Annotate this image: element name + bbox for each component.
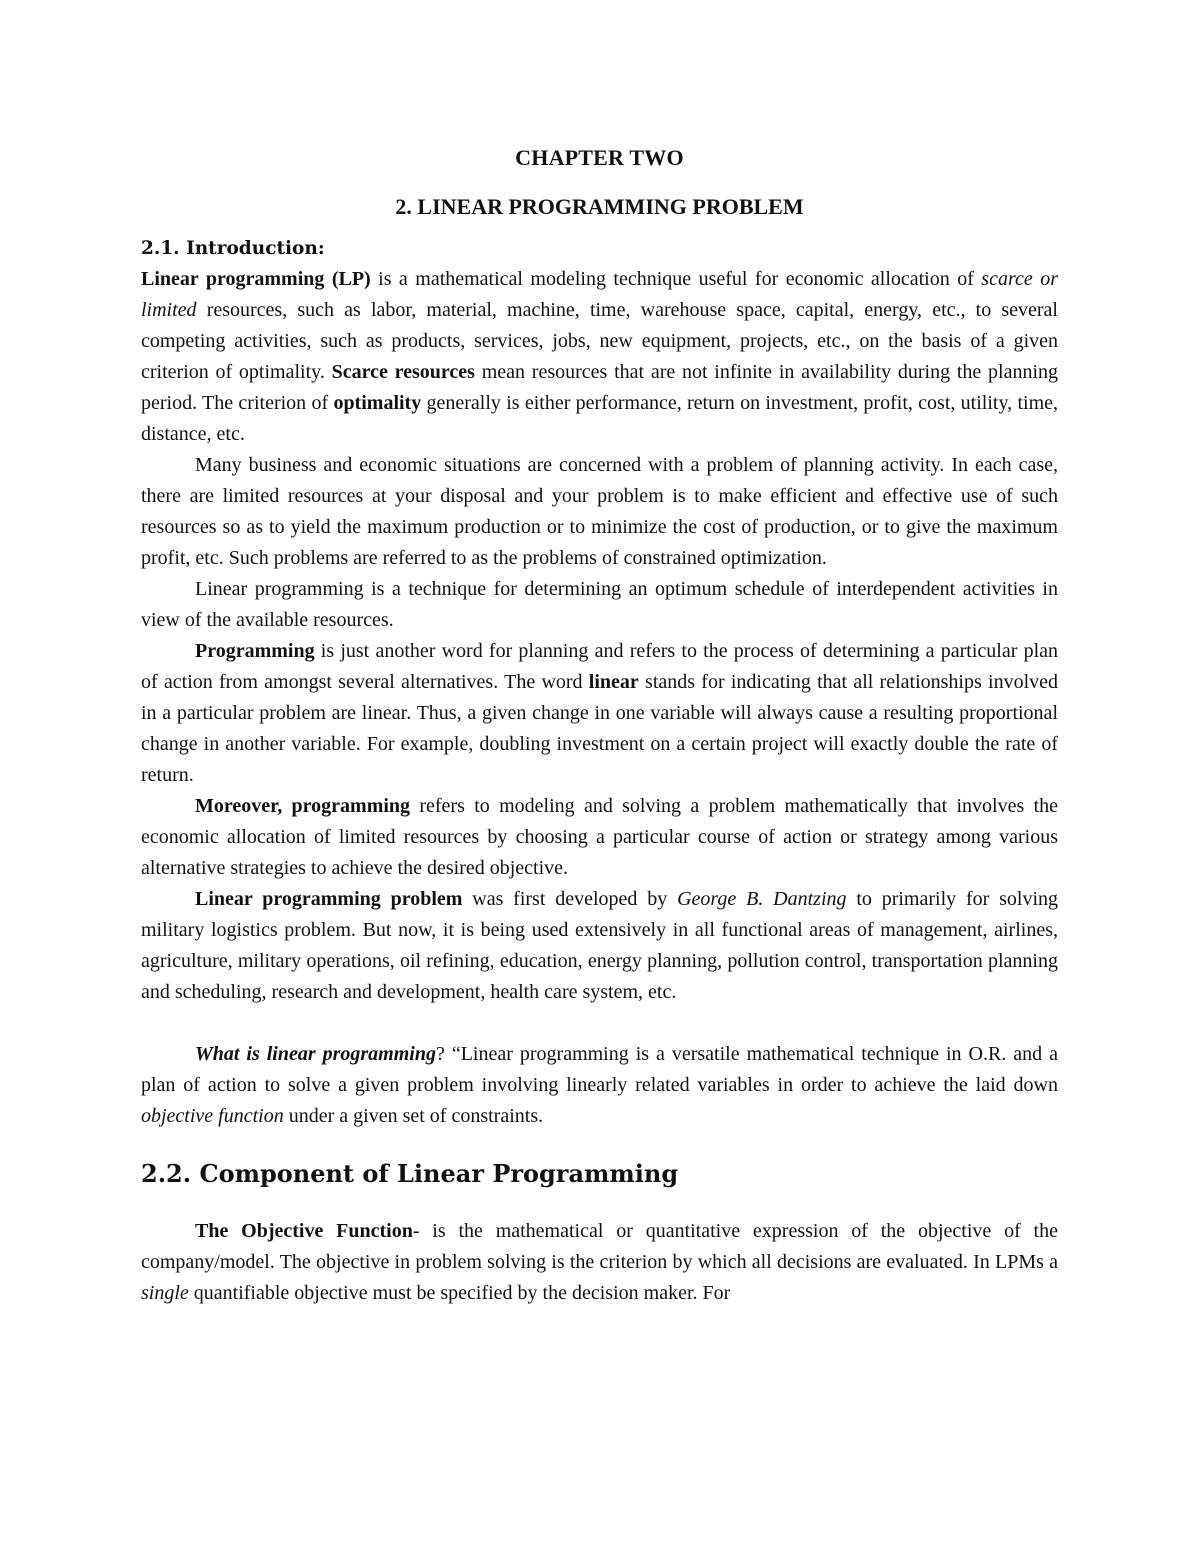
text-segment: refers to modeling and solving a problem mathematically that involves the economic allocation of limited resources by choosing a particular course of action or strategy among various alternative strategies to achieve the desired objective. xyxy=(141,795,1058,879)
term-programming: Programming xyxy=(195,640,315,662)
spacer xyxy=(141,1192,1058,1216)
section-heading-introduction: 2.1. Introduction: xyxy=(141,238,325,259)
term-linear: linear xyxy=(588,671,639,693)
chapter-subtitle: 2. LINEAR PROGRAMMING PROBLEM xyxy=(395,194,804,219)
paragraph-optimum-schedule: Linear programming is a technique for determining an optimum schedule of interdependent activities in view of the available resources. xyxy=(141,578,1058,631)
paragraph-lp-definition xyxy=(141,264,1058,450)
spacer xyxy=(141,1008,1058,1039)
text-segment: quantifiable objective must be specified by the decision maker. For xyxy=(188,1282,731,1304)
section-heading-components: 2.2. Component of Linear Programming xyxy=(141,1159,679,1188)
text-segment: resources, such as labor, material, machine, time, warehouse space, capital, energy, etc., to several competing activities, such as products, services, jobs, new equipment, projects, etc., on the basis of a given criterion of optimality. xyxy=(141,299,1058,383)
paragraph-objective-function xyxy=(141,1216,1058,1309)
term-single: single xyxy=(141,1282,189,1304)
text-segment: under a given set of constraints. xyxy=(283,1105,544,1127)
text-segment: - is the mathematical or quantitative expression of the objective of the company/model. The objective in problem solving is the criterion by which all decisions are evaluated. In LPMs a xyxy=(141,1220,1058,1273)
term-scarce-resources: Scarce resources xyxy=(331,361,475,383)
paragraph-history xyxy=(141,884,1058,1008)
term-lpp: Linear programming problem xyxy=(195,888,463,910)
text-segment: is a mathematical modeling technique useful for economic allocation of xyxy=(370,268,982,290)
text-segment: ? “Linear programming is a versatile mathematical technique in O.R. and a plan of action to solve a given problem involving linearly related variables in order to achieve the laid down xyxy=(141,1043,1058,1096)
term-dantzing: George B. Dantzing xyxy=(677,888,847,910)
text-segment: was first developed by xyxy=(462,888,678,910)
text-segment: stands for indicating that all relationships involved in a particular problem are linear. Thus, a given change in one variable will always cause a resulting proportional change in another variable. For example, doubling investment on a certain project will exactly double the rate of return. xyxy=(141,671,1058,786)
term-linear-programming: Linear programming (LP) xyxy=(141,268,371,290)
term-what-is-lp: What is linear programming xyxy=(195,1043,436,1065)
chapter-title: CHAPTER TWO xyxy=(515,145,684,170)
paragraph-programming-definition xyxy=(141,636,1058,791)
term-scarce: scarce or limited xyxy=(141,268,1058,321)
page-content xyxy=(141,140,1058,1309)
paragraph-what-is-lp xyxy=(141,1039,1058,1132)
term-the-objective-function: The Objective Function xyxy=(195,1220,413,1242)
paragraph-planning-activity: Many business and economic situations are concerned with a problem of planning activity. In each case, there are limited resources at your disposal and your problem is to make efficient and effective use of such resources so as to yield the maximum production or to minimize the cost of production, or to give the maximum profit, etc. Such problems are referred to as the problems of constrained optimization. xyxy=(141,454,1058,569)
text-segment: mean resources that are not infinite in availability during the planning period. The criterion of xyxy=(141,361,1059,414)
term-moreover-programming: Moreover, programming xyxy=(195,795,411,817)
paragraph-moreover xyxy=(141,791,1058,884)
text-segment: is just another word for planning and refers to the process of determining a particular plan of action from amongst several alternatives. The word xyxy=(141,640,1058,693)
text-segment: to primarily for solving military logistics problem. But now, it is being used extensively in all functional areas of management, airlines, agriculture, military operations, oil refining, education, energy planning, pollution control, transportation planning and scheduling, research and development, health care system, etc. xyxy=(141,888,1059,1003)
term-objective-function: objective function xyxy=(141,1105,284,1127)
term-optimality: optimality xyxy=(333,392,422,414)
text-segment: generally is either performance, return on investment, profit, cost, utility, time, distance, etc. xyxy=(141,392,1059,445)
